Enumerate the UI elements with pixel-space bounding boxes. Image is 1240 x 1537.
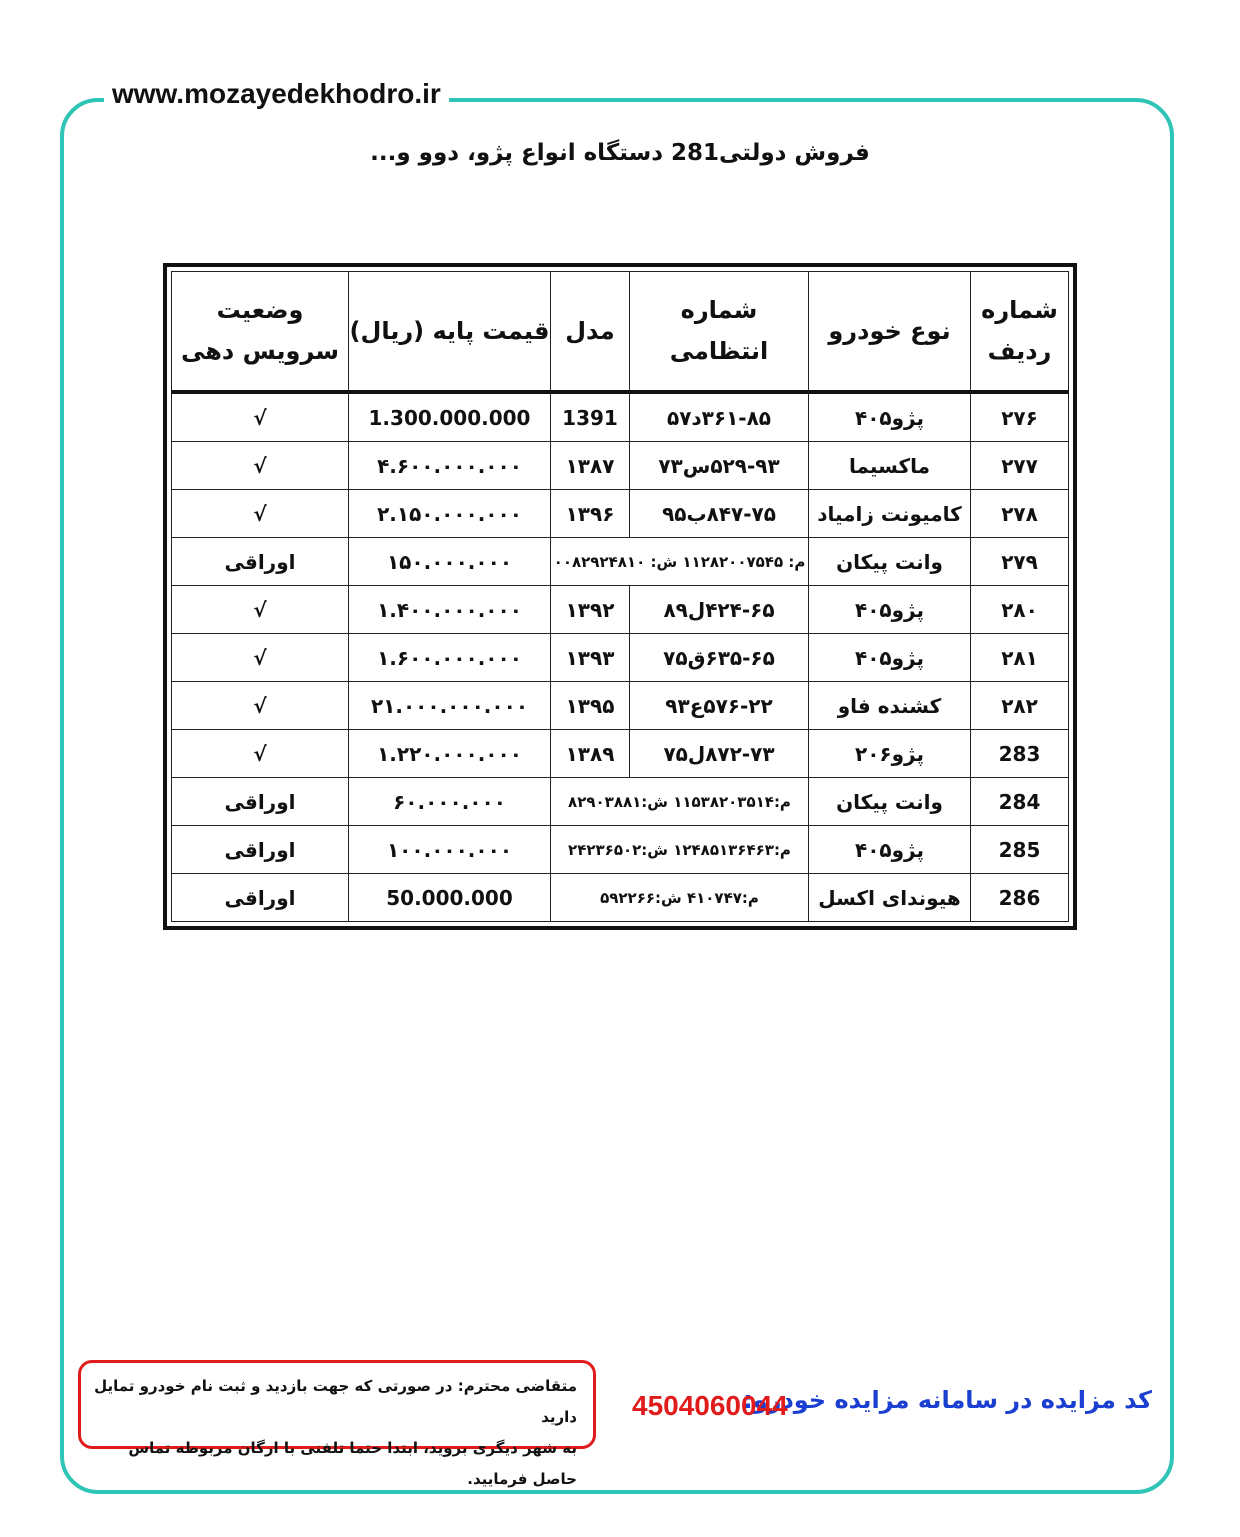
table-row [172,778,1069,826]
cell-row-no: ۲۸۰ [971,586,1069,634]
cell-row-no: ۲۷۸ [971,490,1069,538]
cell-serial-model-merged: م: ۱۱۲۸۲۰۰۷۵۴۵ ش: ۰۰۸۲۹۲۴۸۱۰ [551,538,809,586]
cell-serial-no: ۵۲۹-۹۳س۷۳ [630,442,809,490]
cell-row-no: ۲۸۱ [971,634,1069,682]
notice-line-1: متقاضی محترم: در صورتی که جهت بازدید و ثبت نام خودرو تمایل دارید [94,1377,577,1426]
table-row [172,634,1069,682]
cell-base-price: 50.000.000 [349,874,551,922]
notice-box [78,1360,596,1488]
cell-vehicle-type: پژو۴۰۵ [809,586,971,634]
cell-model: 1391 [551,392,630,442]
cell-status: √ [172,682,349,730]
cell-row-no: ۲۸۲ [971,682,1069,730]
table-row [172,538,1069,586]
cell-serial-no: ۳۶۱-۸۵د۵۷ [630,392,809,442]
cell-status: اوراقی [172,538,349,586]
vehicle-table [171,271,1069,922]
cell-base-price: ۱.۴۰۰.۰۰۰.۰۰۰ [349,586,551,634]
document-title: فروش دولتی281 دستگاه انواع پژو، دوو و... [370,140,870,166]
cell-vehicle-type: پژو۴۰۵ [809,392,971,442]
table-row [172,874,1069,922]
header-model: مدل [551,272,630,393]
cell-serial-model-merged: م:۱۲۴۸۵۱۳۶۴۶۳ ش:۲۴۲۳۶۵۰۲ [551,826,809,874]
cell-serial-model-merged: م:۱۱۵۳۸۲۰۳۵۱۴ ش:۸۲۹۰۳۸۸۱ [551,778,809,826]
cell-status: √ [172,730,349,778]
cell-status: اوراقی [172,874,349,922]
cell-status: √ [172,634,349,682]
cell-status: اوراقی [172,778,349,826]
table-row [172,730,1069,778]
cell-base-price: 1.300.000.000 [349,392,551,442]
cell-base-price: ۲۱.۰۰۰.۰۰۰.۰۰۰ [349,682,551,730]
cell-model: ۱۳۹۶ [551,490,630,538]
header-base-price: قیمت پایه (ریال) [349,272,551,393]
table-row [172,586,1069,634]
cell-serial-no: ۸۷۲-۷۳ل۷۵ [630,730,809,778]
cell-row-no: 284 [971,778,1069,826]
table-row [172,442,1069,490]
cell-model: ۱۳۹۲ [551,586,630,634]
cell-vehicle-type: پژو۴۰۵ [809,826,971,874]
cell-base-price: ۱.۶۰۰.۰۰۰.۰۰۰ [349,634,551,682]
cell-model: ۱۳۸۷ [551,442,630,490]
cell-vehicle-type: پژو۴۰۵ [809,634,971,682]
cell-status: اوراقی [172,826,349,874]
table-row [172,682,1069,730]
cell-model: ۱۳۸۹ [551,730,630,778]
cell-vehicle-type: وانت پیکان [809,778,971,826]
cell-vehicle-type: هیوندای اکسل [809,874,971,922]
cell-status: √ [172,442,349,490]
cell-vehicle-type: پژو۲۰۶ [809,730,971,778]
cell-model: ۱۳۹۳ [551,634,630,682]
cell-base-price: ۶۰.۰۰۰.۰۰۰ [349,778,551,826]
cell-base-price: ۱.۲۲۰.۰۰۰.۰۰۰ [349,730,551,778]
cell-base-price: ۴.۶۰۰.۰۰۰.۰۰۰ [349,442,551,490]
cell-vehicle-type: کامیونت زامیاد [809,490,971,538]
cell-status: √ [172,392,349,442]
cell-base-price: ۱۵۰.۰۰۰.۰۰۰ [349,538,551,586]
cell-row-no: 286 [971,874,1069,922]
cell-serial-no: ۸۴۷-۷۵ب۹۵ [630,490,809,538]
table-row [172,490,1069,538]
cell-status: √ [172,586,349,634]
cell-row-no: ۲۷۹ [971,538,1069,586]
cell-serial-no: ۵۷۶-۲۲ع۹۳ [630,682,809,730]
table-row [172,392,1069,442]
cell-model: ۱۳۹۵ [551,682,630,730]
cell-row-no: ۲۷۶ [971,392,1069,442]
header-vehicle-type: نوع خودرو [809,272,971,393]
cell-row-no: 285 [971,826,1069,874]
cell-vehicle-type: ماکسیما [809,442,971,490]
cell-serial-no: ۶۳۵-۶۵ق۷۵ [630,634,809,682]
notice-line-2: به شهر دیگری بروید، ابتدا حتما تلفنی با ارگان مربوطه تماس حاصل فرمایید. [128,1439,577,1488]
cell-base-price: ۲.۱۵۰.۰۰۰.۰۰۰ [349,490,551,538]
table-row [172,826,1069,874]
cell-status: √ [172,490,349,538]
table-header-row [172,272,1069,393]
cell-row-no: 283 [971,730,1069,778]
cell-row-no: ۲۷۷ [971,442,1069,490]
cell-base-price: ۱۰۰.۰۰۰.۰۰۰ [349,826,551,874]
cell-serial-no: ۴۲۴-۶۵ل۸۹ [630,586,809,634]
header-service-status: وضعیت سرویس دهی [172,272,349,393]
header-row-no: شماره ردیف [971,272,1069,393]
cell-serial-model-merged: م:۴۱۰۷۴۷ ش:۵۹۲۲۶۶ [551,874,809,922]
site-url: www.mozayedekhodro.ir [104,78,449,110]
cell-vehicle-type: کشنده فاو [809,682,971,730]
auction-code: 4504060044 [632,1390,788,1421]
auction-code-label: کد مزایده در سامانه مزایده خودرو: [743,1386,1152,1414]
cell-vehicle-type: وانت پیکان [809,538,971,586]
header-serial-no: شماره انتظامی [630,272,809,393]
vehicle-table-wrapper [163,263,1077,930]
